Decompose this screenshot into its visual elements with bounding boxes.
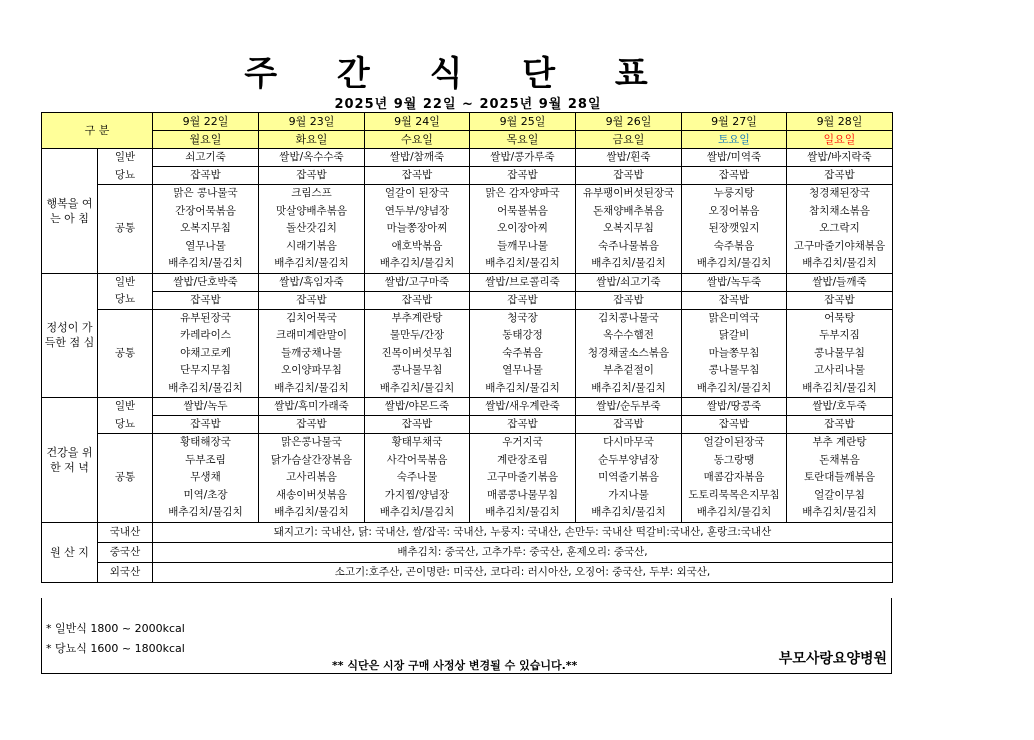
normal-diet-cell: 쌀밥/땅콩죽 bbox=[682, 398, 787, 416]
diabetic-label: 당뇨 bbox=[114, 417, 136, 430]
origin-country: 중국산 bbox=[98, 542, 153, 562]
dish-item: 도토리묵목은지무침 bbox=[688, 488, 780, 501]
common-label: 공통 bbox=[98, 185, 153, 274]
dish-item: 계란장조림 bbox=[497, 453, 548, 466]
dish-item: 김치콩나물국 bbox=[598, 311, 659, 324]
common-menu-cell bbox=[682, 434, 787, 523]
dish-item: 배추김치/물김치 bbox=[591, 381, 666, 394]
dish-item: 청경채굴소스볶음 bbox=[587, 346, 670, 359]
dish-item: 부추계란탕 bbox=[391, 311, 443, 324]
dish-item: 고구마줄기야채볶음 bbox=[793, 239, 886, 252]
dish-item: 사각어묵볶음 bbox=[386, 453, 448, 466]
dish-item: 카레라이스 bbox=[180, 329, 231, 341]
diabetic-diet-cell: 잡곡밥 bbox=[576, 291, 682, 309]
dish-item: 매콤콩나물무침 bbox=[486, 488, 558, 501]
origin-items: 돼지고기: 국내산, 닭: 국내산, 쌀/잡곡: 국내산, 누룽지: 국내산, 손만두: 국내산 떡갈비:국내산, 훈랑크:국내산 bbox=[153, 522, 893, 542]
common-menu-cell bbox=[576, 185, 682, 274]
dish-item: 맑은콩나물국 bbox=[281, 436, 342, 448]
hospital-name: 부모사랑요양병원 bbox=[778, 651, 887, 667]
change-warning: ** 식단은 시장 구매 사정상 변경될 수 있습니다.** bbox=[332, 659, 578, 672]
dish-item: 크림스프 bbox=[291, 187, 332, 199]
normal-diet-cell: 쌀밥/호두죽 bbox=[787, 398, 893, 416]
meal-name-breakfast: 행복을 여는 아 침 bbox=[42, 149, 98, 274]
diabetic-diet-cell: 잡곡밥 bbox=[153, 291, 259, 309]
normal-kcal-note: * 일반식 1800 ~ 2000kcal bbox=[46, 622, 185, 635]
normal-diet-cell: 쌀밥/옥수수죽 bbox=[259, 149, 365, 167]
diet-type-label bbox=[98, 149, 153, 185]
meal-diabetic-row bbox=[42, 291, 893, 309]
dish-item: 배추김치/물김치 bbox=[168, 257, 243, 269]
dish-item: 순두부양념장 bbox=[598, 453, 659, 466]
dish-item: 오이양파무침 bbox=[281, 364, 342, 376]
dish-item: 배추김치/물김치 bbox=[379, 506, 455, 518]
normal-label: 일반 bbox=[114, 400, 136, 412]
diabetic-diet-cell: 잡곡밥 bbox=[682, 167, 787, 185]
dish-item: 열무나물 bbox=[502, 364, 543, 376]
origin-row bbox=[42, 562, 893, 582]
normal-diet-cell: 쌀밥/순두부죽 bbox=[576, 398, 682, 416]
normal-diet-cell: 쌀밥/쇠고기죽 bbox=[576, 273, 682, 291]
dish-item: 옥수수햄전 bbox=[603, 329, 654, 341]
dish-item: 물만두/간장 bbox=[389, 329, 445, 341]
normal-diet-cell: 쌀밥/바지락죽 bbox=[787, 149, 893, 167]
normal-diet-cell: 쌀밥/브로콜리죽 bbox=[470, 273, 576, 291]
dish-item: 배추김치/물김치 bbox=[379, 257, 455, 269]
diabetic-diet-cell: 잡곡밥 bbox=[787, 416, 893, 434]
diabetic-diet-cell: 잡곡밥 bbox=[365, 291, 470, 309]
dish-item: 열무나물 bbox=[185, 239, 226, 252]
dish-item: 배추김치/물김치 bbox=[168, 506, 243, 518]
common-menu-cell bbox=[576, 309, 682, 398]
normal-diet-cell: 쌀밥/흑미가래죽 bbox=[259, 398, 365, 416]
meal-normal-row bbox=[42, 273, 893, 291]
origin-country: 외국산 bbox=[98, 562, 153, 582]
diabetic-diet-cell: 잡곡밥 bbox=[470, 416, 576, 434]
dish-item: 다시마무국 bbox=[603, 436, 654, 448]
normal-diet-cell: 쌀밥/들깨죽 bbox=[787, 273, 893, 291]
meal-common-row bbox=[42, 434, 893, 523]
dish-item: 콩나물무침 bbox=[391, 364, 443, 376]
diabetic-label: 당뇨 bbox=[114, 168, 136, 181]
dish-item: 토란대들깨볶음 bbox=[803, 471, 875, 483]
diabetic-diet-cell: 잡곡밥 bbox=[259, 291, 365, 309]
normal-diet-cell: 쌀밥/새우계란죽 bbox=[470, 398, 576, 416]
dish-item: 얼갈이된장국 bbox=[703, 436, 765, 448]
dish-item: 동태강정 bbox=[502, 329, 543, 341]
dish-item: 시래기볶음 bbox=[286, 239, 337, 252]
dish-item: 배추김치/물김치 bbox=[168, 381, 243, 394]
dish-item: 매콤감자볶음 bbox=[703, 471, 765, 483]
normal-label: 일반 bbox=[114, 275, 136, 288]
dish-item: 오징어볶음 bbox=[708, 204, 760, 217]
dish-item: 고사리볶음 bbox=[286, 471, 337, 483]
dish-item: 된장깻잎지 bbox=[708, 222, 760, 234]
gubun-header: 구 분 bbox=[42, 113, 153, 149]
common-menu-cell bbox=[470, 309, 576, 398]
normal-diet-cell: 쌀밥/녹두죽 bbox=[682, 273, 787, 291]
dish-item: 닭갈비 bbox=[718, 329, 750, 341]
dish-item: 배추김치/물김치 bbox=[274, 257, 349, 269]
dish-item: 두부조림 bbox=[185, 453, 226, 466]
dish-item: 들깨궁채나물 bbox=[281, 346, 342, 359]
common-menu-cell bbox=[787, 185, 893, 274]
origin-row bbox=[42, 542, 893, 562]
dish-item: 배추김치/물김치 bbox=[802, 381, 877, 394]
diabetic-diet-cell: 잡곡밥 bbox=[787, 291, 893, 309]
dish-item: 배추김치/물김치 bbox=[485, 257, 560, 269]
dish-item: 돌산갓김치 bbox=[286, 222, 337, 234]
normal-diet-cell: 쌀밥/참깨죽 bbox=[365, 149, 470, 167]
dish-item: 청국장 bbox=[507, 311, 538, 324]
dish-item: 배추김치/물김치 bbox=[696, 381, 772, 394]
dish-item: 동그랑땡 bbox=[713, 453, 755, 466]
dish-item: 애호박볶음 bbox=[391, 239, 443, 252]
header-dow-row bbox=[42, 131, 893, 149]
dish-item: 유부팽이버섯된장국 bbox=[582, 187, 675, 199]
dish-item: 숙주나물 bbox=[396, 471, 438, 483]
common-menu-cell bbox=[470, 185, 576, 274]
dish-item: 맛살양배추볶음 bbox=[275, 204, 347, 217]
dish-item: 오복지무침 bbox=[603, 222, 654, 234]
normal-diet-cell: 쌀밥/고구마죽 bbox=[365, 273, 470, 291]
dish-item: 진목이버섯무침 bbox=[381, 346, 453, 359]
dish-item: 황태해장국 bbox=[180, 436, 231, 448]
dish-item: 오그락지 bbox=[819, 222, 860, 234]
header-dow-sunday: 일요일 bbox=[787, 131, 893, 149]
dish-item: 배추김치/물김치 bbox=[485, 381, 560, 394]
diabetic-diet-cell: 잡곡밥 bbox=[153, 167, 259, 185]
meal-common-row bbox=[42, 185, 893, 274]
dish-item: 청경채된장국 bbox=[809, 187, 870, 199]
dish-item: 배추김치/물김치 bbox=[274, 381, 349, 394]
dish-item: 배추김치/물김치 bbox=[591, 506, 666, 518]
diabetic-diet-cell: 잡곡밥 bbox=[787, 167, 893, 185]
dish-item: 미역/초장 bbox=[183, 488, 228, 501]
normal-diet-cell: 쌀밥/야몬드죽 bbox=[365, 398, 470, 416]
dish-item: 새송이버섯볶음 bbox=[275, 488, 347, 501]
common-menu-cell bbox=[787, 309, 893, 398]
dish-item: 돈채볶음 bbox=[819, 453, 860, 466]
dish-item: 맑은 콩나물국 bbox=[173, 187, 238, 199]
normal-diet-cell: 쌀밥/흑임자죽 bbox=[259, 273, 365, 291]
dish-item: 숙주볶음 bbox=[502, 346, 543, 359]
normal-diet-cell: 쌀밥/단호박죽 bbox=[153, 273, 259, 291]
dish-item: 배추김치/물김치 bbox=[802, 506, 877, 518]
origin-items: 소고기:호주산, 곤이명란: 미국산, 코다리: 러시아산, 오징어: 중국산, 두부: 외국산, bbox=[153, 562, 893, 582]
dish-item: 어묵탕 bbox=[824, 311, 855, 324]
dish-item: 우거지국 bbox=[502, 436, 543, 448]
dish-item: 콩나물무침 bbox=[814, 346, 865, 359]
diabetic-kcal-note: * 당뇨식 1600 ~ 1800kcal bbox=[46, 642, 185, 655]
dish-item: 맑은 감자양파국 bbox=[485, 187, 560, 199]
common-label: 공통 bbox=[98, 309, 153, 398]
header-dow: 월요일 bbox=[153, 131, 259, 149]
common-menu-cell bbox=[153, 434, 259, 523]
header-date: 9월 26일 bbox=[576, 113, 682, 131]
dish-item: 참치채소볶음 bbox=[809, 204, 870, 217]
normal-diet-cell: 쌀밥/흰죽 bbox=[576, 149, 682, 167]
origin-label: 원 산 지 bbox=[42, 522, 98, 582]
dish-item: 가지나물 bbox=[608, 488, 649, 501]
dish-item: 부추 계란탕 bbox=[812, 436, 867, 448]
dish-item: 고사리나물 bbox=[814, 364, 865, 376]
common-menu-cell bbox=[259, 434, 365, 523]
dish-item: 배추김치/물김치 bbox=[591, 257, 666, 269]
dish-item: 배추김치/물김치 bbox=[802, 257, 877, 269]
common-menu-cell bbox=[470, 434, 576, 523]
common-menu-cell bbox=[682, 185, 787, 274]
normal-label: 일반 bbox=[114, 151, 136, 163]
common-menu-cell bbox=[153, 185, 259, 274]
meal-normal-row bbox=[42, 398, 893, 416]
dish-item: 닭가슴살간장볶음 bbox=[270, 453, 353, 466]
dish-item: 두부지짐 bbox=[819, 329, 860, 341]
diabetic-diet-cell: 잡곡밥 bbox=[576, 416, 682, 434]
common-menu-cell bbox=[682, 309, 787, 398]
dish-item: 유부된장국 bbox=[180, 311, 231, 324]
origin-row bbox=[42, 522, 893, 542]
dish-item: 단무지무침 bbox=[180, 364, 231, 376]
diabetic-diet-cell: 잡곡밥 bbox=[259, 167, 365, 185]
dish-item: 배추김치/물김치 bbox=[696, 506, 772, 518]
dish-item: 얼갈이무침 bbox=[814, 488, 865, 501]
normal-diet-cell: 쇠고기죽 bbox=[153, 149, 259, 167]
meal-diabetic-row bbox=[42, 167, 893, 185]
diabetic-diet-cell: 잡곡밥 bbox=[153, 416, 259, 434]
diet-type-label bbox=[98, 398, 153, 434]
normal-diet-cell: 쌀밥/콩가루죽 bbox=[470, 149, 576, 167]
dish-item: 부추겉절이 bbox=[603, 364, 654, 376]
common-menu-cell bbox=[365, 185, 470, 274]
origin-country: 국내산 bbox=[98, 522, 153, 542]
header-date: 9월 23일 bbox=[259, 113, 365, 131]
header-date-row bbox=[42, 113, 893, 131]
meal-name-dinner: 건강을 위한 저 녁 bbox=[42, 398, 98, 523]
meal-name-lunch: 정성이 가득한 점 심 bbox=[42, 273, 98, 398]
header-dow: 금요일 bbox=[576, 131, 682, 149]
common-menu-cell bbox=[259, 309, 365, 398]
common-menu-cell bbox=[787, 434, 893, 523]
diabetic-diet-cell: 잡곡밥 bbox=[365, 416, 470, 434]
dish-item: 김치어묵국 bbox=[286, 311, 337, 324]
common-menu-cell bbox=[365, 434, 470, 523]
common-label: 공통 bbox=[98, 434, 153, 523]
diet-type-label bbox=[98, 273, 153, 309]
common-menu-cell bbox=[576, 434, 682, 523]
dish-item: 맑은미역국 bbox=[708, 311, 760, 324]
dish-item: 배추김치/물김치 bbox=[274, 506, 349, 518]
dish-item: 마늘쫑장아찌 bbox=[386, 222, 448, 234]
header-date: 9월 28일 bbox=[787, 113, 893, 131]
dish-item: 마늘쫑무침 bbox=[708, 346, 760, 359]
dish-item: 연두부/양념장 bbox=[384, 204, 450, 217]
dish-item: 미역줄기볶음 bbox=[598, 471, 659, 483]
meal-common-row bbox=[42, 309, 893, 398]
diabetic-diet-cell: 잡곡밥 bbox=[682, 416, 787, 434]
header-dow: 목요일 bbox=[470, 131, 576, 149]
meal-normal-row bbox=[42, 149, 893, 167]
common-menu-cell bbox=[153, 309, 259, 398]
header-date: 9월 25일 bbox=[470, 113, 576, 131]
dish-item: 배추김치/물김치 bbox=[379, 381, 455, 394]
dish-item: 간장어묵볶음 bbox=[175, 204, 236, 217]
dish-item: 숙주나물볶음 bbox=[598, 239, 659, 252]
page-title: 주 간 식 단 표 bbox=[244, 54, 672, 94]
dish-item: 크래미계란말이 bbox=[275, 329, 347, 341]
header-dow: 수요일 bbox=[365, 131, 470, 149]
dish-item: 배추김치/물김치 bbox=[696, 257, 772, 269]
diabetic-label: 당뇨 bbox=[114, 293, 136, 305]
diabetic-diet-cell: 잡곡밥 bbox=[259, 416, 365, 434]
normal-diet-cell: 쌀밥/미역죽 bbox=[682, 149, 787, 167]
dish-item: 콩나물무침 bbox=[708, 364, 760, 376]
dish-item: 무생채 bbox=[190, 471, 221, 483]
diabetic-diet-cell: 잡곡밥 bbox=[576, 167, 682, 185]
diabetic-diet-cell: 잡곡밥 bbox=[470, 167, 576, 185]
common-menu-cell bbox=[365, 309, 470, 398]
notes-box bbox=[41, 598, 892, 674]
dish-item: 오복지무침 bbox=[180, 222, 231, 234]
dish-item: 고구마줄기볶음 bbox=[486, 471, 558, 483]
dish-item: 오이장아찌 bbox=[497, 222, 548, 234]
dish-item: 누룽지탕 bbox=[713, 187, 755, 199]
normal-diet-cell: 쌀밥/녹두 bbox=[153, 398, 259, 416]
dish-item: 가지찜/양념장 bbox=[384, 488, 450, 501]
common-menu-cell bbox=[259, 185, 365, 274]
dish-item: 얼갈이 된장국 bbox=[384, 187, 450, 199]
dish-item: 어묵볼볶음 bbox=[497, 204, 548, 217]
dish-item: 황태무채국 bbox=[391, 436, 443, 448]
dish-item: 숙주볶음 bbox=[713, 239, 755, 252]
diabetic-diet-cell: 잡곡밥 bbox=[682, 291, 787, 309]
dish-item: 야채고로케 bbox=[180, 346, 231, 359]
header-date: 9월 22일 bbox=[153, 113, 259, 131]
meal-diabetic-row bbox=[42, 416, 893, 434]
header-date: 9월 27일 bbox=[682, 113, 787, 131]
origin-items: 배추김치: 중국산, 고추가루: 중국산, 훈제오리: 중국산, bbox=[153, 542, 893, 562]
dish-item: 배추김치/물김치 bbox=[485, 506, 560, 518]
diabetic-diet-cell: 잡곡밥 bbox=[470, 291, 576, 309]
dish-item: 돈채양배추볶음 bbox=[592, 204, 664, 217]
header-date: 9월 24일 bbox=[365, 113, 470, 131]
header-dow: 화요일 bbox=[259, 131, 365, 149]
dish-item: 들깨무나물 bbox=[497, 239, 548, 252]
weekly-menu-table bbox=[41, 112, 893, 583]
diabetic-diet-cell: 잡곡밥 bbox=[365, 167, 470, 185]
date-range: 2025년 9월 22일 ~ 2025년 9월 28일 bbox=[334, 97, 602, 112]
header-dow-saturday: 토요일 bbox=[682, 131, 787, 149]
